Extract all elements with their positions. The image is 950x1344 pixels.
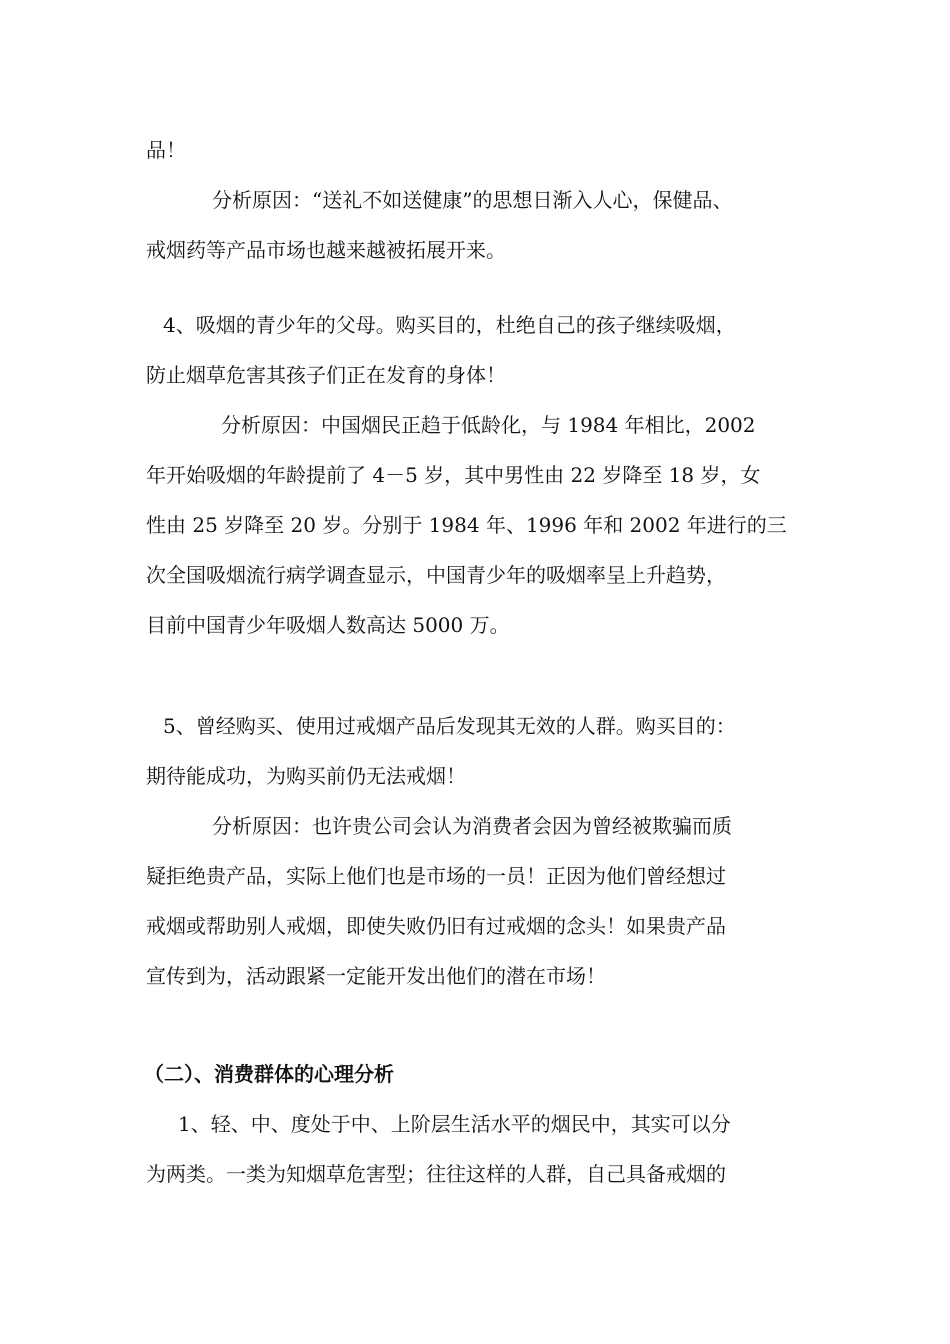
text-line: 1、轻、中、度处于中、上阶层生活水平的烟民中，其实可以分 (178, 1112, 731, 1136)
text-line: 为两类。一类为知烟草危害型；往往这样的人群，自己具备戒烟的 (146, 1162, 726, 1186)
text-line: 分析原因：中国烟民正趋于低龄化，与 1984 年相比，2002 (221, 413, 756, 437)
text-line: 品！ (146, 138, 186, 162)
text-line: 次全国吸烟流行病学调查显示，中国青少年的吸烟率呈上升趋势， (146, 563, 726, 587)
text-line: 分析原因：也许贵公司会认为消费者会因为曾经被欺骗而质 (212, 814, 732, 838)
text-line: 4、吸烟的青少年的父母。购买目的，杜绝自己的孩子继续吸烟， (163, 313, 736, 337)
text-line: 戒烟药等产品市场也越来越被拓展开来。 (146, 238, 506, 262)
text-line: 疑拒绝贵产品，实际上他们也是市场的一员！正因为他们曾经想过 (146, 864, 726, 888)
text-line: 年开始吸烟的年龄提前了 4－5 岁，其中男性由 22 岁降至 18 岁，女 (146, 463, 761, 487)
section-heading: （二）、消费群体的心理分析 (144, 1062, 394, 1086)
text-line: 宣传到为，活动跟紧一定能开发出他们的潜在市场！ (146, 964, 606, 988)
text-line: 目前中国青少年吸烟人数高达 5000 万。 (146, 613, 510, 637)
text-line: 戒烟或帮助别人戒烟，即使失败仍旧有过戒烟的念头！如果贵产品 (146, 914, 726, 938)
text-line: 性由 25 岁降至 20 岁。分别于 1984 年、1996 年和 2002 年进行的三 (146, 513, 787, 537)
text-line: 期待能成功，为购买前仍无法戒烟！ (146, 764, 466, 788)
text-line: 分析原因：“送礼不如送健康”的思想日渐入人心，保健品、 (212, 188, 733, 212)
text-line: 防止烟草危害其孩子们正在发育的身体！ (146, 363, 506, 387)
text-line: 5、曾经购买、使用过戒烟产品后发现其无效的人群。购买目的： (163, 714, 736, 738)
